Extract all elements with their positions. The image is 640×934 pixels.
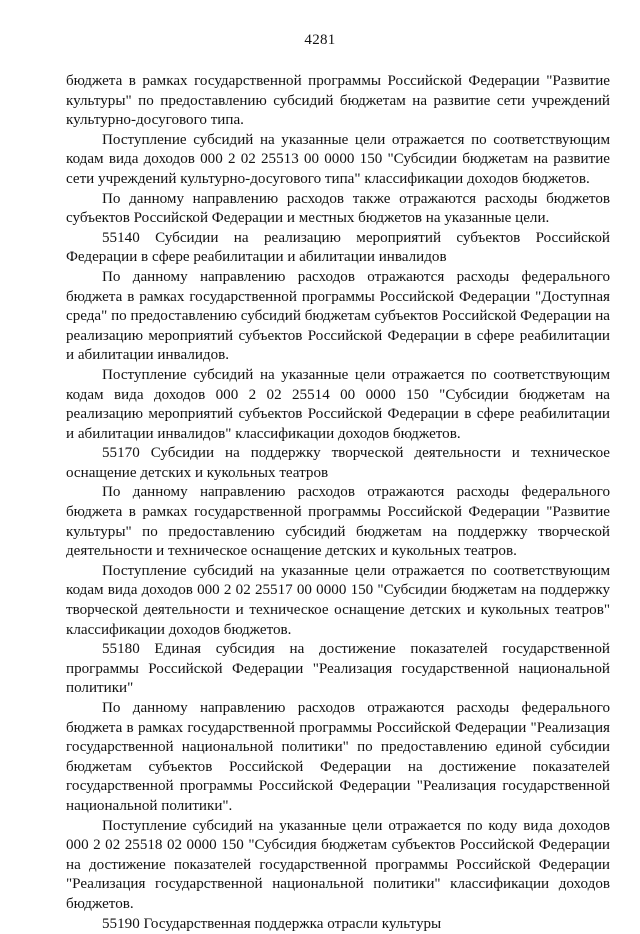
paragraph: Поступление субсидий на указанные цели отражается по соответствующим кодам вида доходов 000 2 02 25517 00 0000 150 "Субсидии бюджетам на поддержку творческой деятельности и техническое оснащение детских и кукольных театров" классификации доходов бюджетов. — [66, 562, 610, 638]
section-heading: 55170 Субсидии на поддержку творческой деятельности и техническое оснащение детских и кукольных театров — [66, 445, 610, 481]
document-body — [66, 72, 610, 934]
paragraph: Поступление субсидий на указанные цели отражается по соответствующим кодам вида доходов 000 2 02 25513 00 0000 150 "Субсидии бюджетам на развитие сети учреждений культурно-досугового типа" классификации доходов бюджетов. — [66, 131, 610, 187]
paragraph: бюджета в рамках государственной программы Российской Федерации "Развитие культуры" по предоставлению субсидий бюджетам на развитие сети учреждений культурно-досугового типа. — [66, 73, 610, 129]
page-number: 4281 — [304, 32, 336, 48]
paragraph: По данному направлению расходов также отражаются расходы бюджетов субъектов Российской Федерации и местных бюджетов на указанные цели. — [66, 190, 610, 227]
section-heading: 55180 Единая субсидия на достижение показателей государственной программы Российской Федерации "Реализация государственной национальной политики" — [66, 641, 610, 697]
section-heading: 55190 Государственная поддержка отрасли культуры — [102, 915, 442, 932]
paragraph: Поступление субсидий на указанные цели отражается по соответствующим кодам вида доходов 000 2 02 25514 00 0000 150 "Субсидии бюджетам на реализацию мероприятий субъектов Российской Федерации в сфере реабилитации и абилитации инвалидов" классификации доходов бюджетов. — [66, 366, 610, 442]
paragraph: По данному направлению расходов отражаются расходы федерального бюджета в рамках государственной программы Российской Федерации "Развитие культуры" по предоставлению субсидий бюджетам на поддержку творческой деятельности и техническое оснащение детских и кукольных театров. — [66, 484, 610, 560]
paragraph: По данному направлению расходов отражаются расходы федерального бюджета в рамках государственной программы Российской Федерации "Доступная среда" по предоставлению субсидий бюджетам субъектов Российской Федерации на реализацию мероприятий субъектов Российской Федерации в сфере реабилитации и абилитации инвалидов. — [66, 268, 610, 364]
paragraph: Поступление субсидий на указанные цели отражается по коду вида доходов 000 2 02 25518 02 0000 150 "Субсидия бюджетам субъектов Российской Федерации на достижение показателей государственной программы Российской Федерации "Реализация государственной национальной политики" классификации доходов бюджетов. — [66, 817, 610, 912]
paragraph: По данному направлению расходов отражаются расходы федерального бюджета в рамках государственной программы Российской Федерации "Реализация государственной национальной политики" по предоставлению единой субсидии бюджетам субъектов Российской Федерации на достижение показателей государственной программы Российской Федерации "Реализация государственной национальной политики". — [66, 700, 610, 814]
section-heading: 55140 Субсидии на реализацию мероприятий субъектов Российской Федерации в сфере реабилитации и абилитации инвалидов — [66, 229, 610, 266]
